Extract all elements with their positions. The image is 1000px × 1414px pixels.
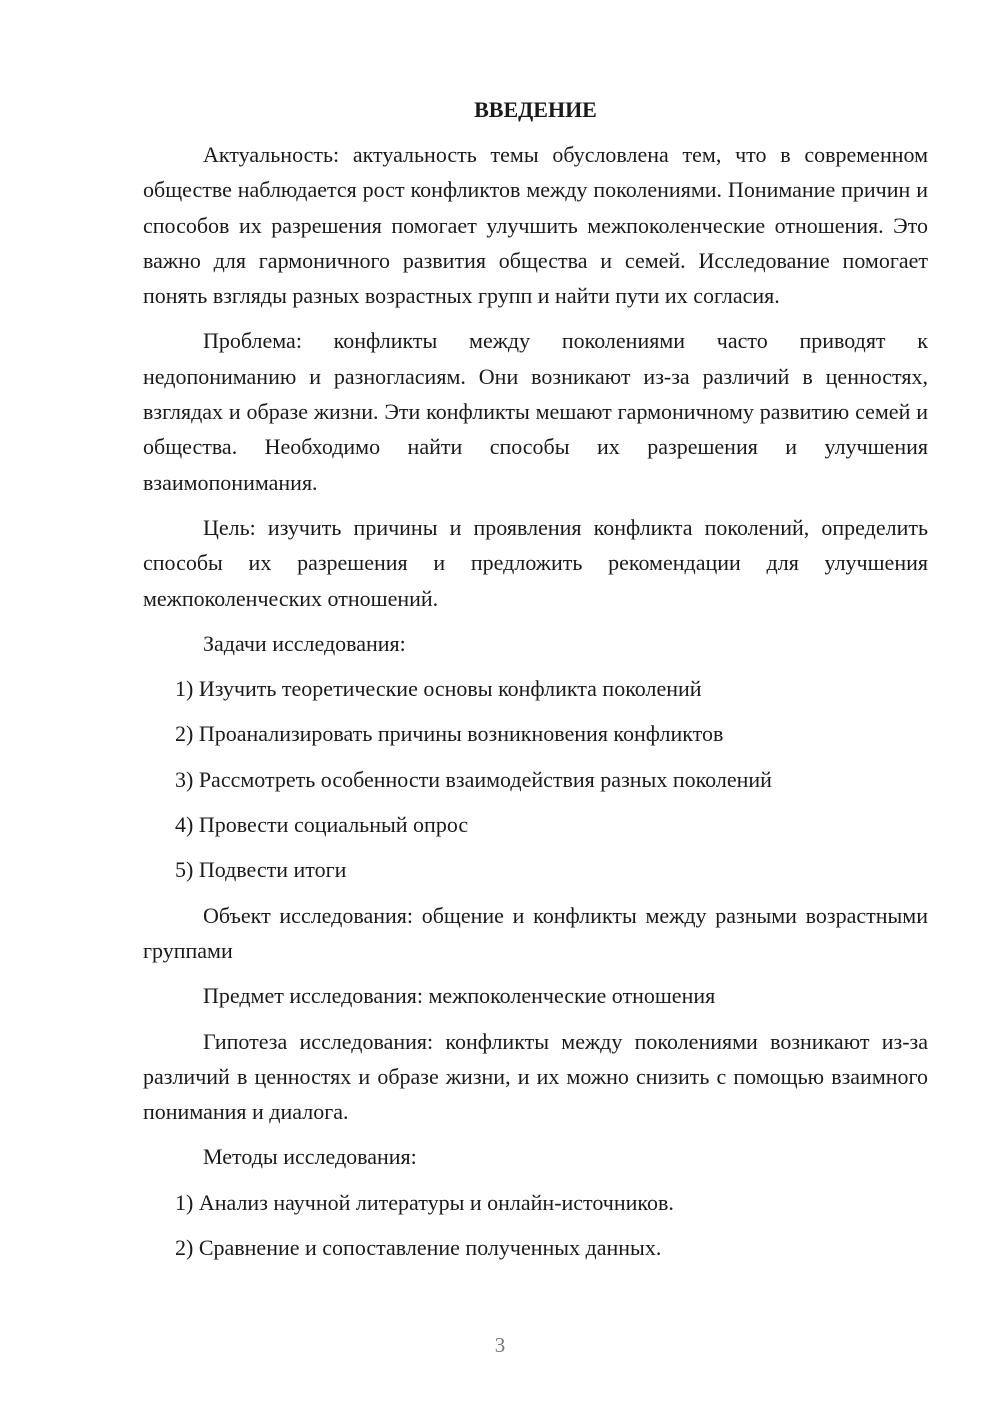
method-item-1: 1) Анализ научной литературы и онлайн-источников. xyxy=(175,1189,674,1215)
method-item-2: 2) Сравнение и сопоставление полученных данных. xyxy=(175,1235,662,1261)
goal-paragraph: Цель: изучить причины и проявления конфликта поколений, определить способы их разрешения и предложить рекомендации для улучшения межпоколенческих отношений. xyxy=(143,514,928,611)
subject-paragraph: Предмет исследования: межпоколенческие отношения xyxy=(203,983,716,1009)
document-page xyxy=(143,92,928,1275)
section-title: ВВЕДЕНИЕ xyxy=(474,97,597,122)
task-item-1: 1) Изучить теоретические основы конфликта поколений xyxy=(175,676,702,702)
task-item-3: 3) Рассмотреть особенности взаимодействия разных поколений xyxy=(175,766,772,792)
problem-paragraph: Проблема: конфликты между поколениями часто приводят к недопониманию и разногласиям. Они возникают из-за различий в ценностях, взглядах и образе жизни. Эти конфликты мешают гармоничному развитию семей и общества. Необходимо найти способы их разрешения и улучшения взаимопонимания. xyxy=(143,328,928,495)
task-item-5: 5) Подвести итоги xyxy=(175,857,347,883)
task-item-4: 4) Провести социальный опрос xyxy=(175,812,469,838)
task-item-2: 2) Проанализировать причины возникновения конфликтов xyxy=(175,721,724,747)
page-number: 3 xyxy=(494,1333,506,1357)
relevance-paragraph: Актуальность: актуальность темы обусловлена тем, что в современном обществе наблюдается рост конфликтов между поколениями. Понимание причин и способов их разрешения помогает улучшить межпоколенческие отношения. Это важно для гармоничного развития общества и семей. Исследование помогает понять взгляды разных возрастных групп и найти пути их согласия. xyxy=(143,142,928,309)
tasks-heading: Задачи исследования: xyxy=(203,630,406,656)
methods-heading: Методы исследования: xyxy=(203,1144,417,1170)
hypothesis-paragraph: Гипотеза исследования: конфликты между поколениями возникают из-за различий в ценностях и образе жизни, и их можно снизить с помощью взаимного понимания и диалога. xyxy=(143,1028,928,1125)
object-paragraph: Объект исследования: общение и конфликты между разными возрастными группами xyxy=(143,902,928,963)
